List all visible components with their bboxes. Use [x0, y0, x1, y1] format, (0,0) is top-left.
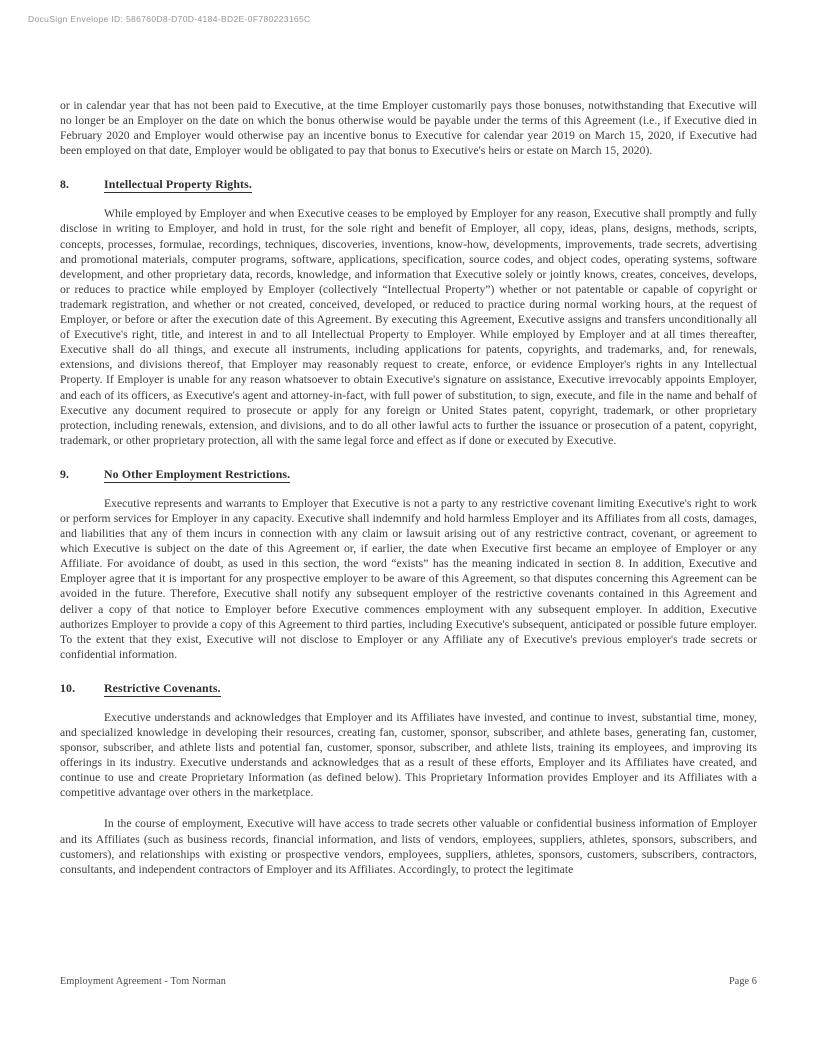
section-10-paragraph-2: In the course of employment, Executive will have access to trade secrets other valuable or confidential business information of Employer and its Affiliates (such as business records, financial information, and lists of vendors, employees, suppliers, athletes, sponsors, subscribers, and customers), and relationships with existing or prospective vendors, employees, suppliers, athletes, sponsors, customers, subscribers, contractors, consultants, and independent contractors of Employer and its Affiliates. Accordingly, to protect the legitimate	[60, 817, 757, 876]
footer-page-number: Page 6	[728, 976, 757, 987]
section-number-9: 9.	[60, 466, 70, 481]
section-10-paragraph-1: Executive understands and acknowledges that Employer and its Affiliates have invested, and continue to invest, substantial time, money, and specialized knowledge in developing their resources, creating fan, customer, sponsor, subscriber, and athlete bases, generating fan, customer, sponsor, subscriber, and athlete lists and potential fan, customer, sponsor, subscriber, and athlete lists, training its employees, and improving its offerings in its industry. Executive understands and acknowledges that as a result of these efforts, Employer and its Affiliates have created, and continue to use and create Proprietary Information (as defined below). This Proprietary Information provides Employer and its Affiliates with a competitive advantage over others in the marketplace.	[60, 710, 757, 800]
section-number-8: 8.	[60, 177, 70, 192]
section-number-10: 10.	[60, 680, 76, 695]
section-title-9: No Other Employment Restrictions.	[104, 466, 291, 481]
section-title-10: Restrictive Covenants.	[104, 680, 221, 695]
section-heading-9	[60, 467, 757, 483]
section-heading-10	[60, 681, 757, 697]
paragraph-bonus-continuation: or in calendar year that has not been paid to Executive, at the time Employer customarily pays those bonuses, notwithstanding that Executive will no longer be an Employer on the date on which the bonus otherwise would be payable under the terms of this Agreement (i.e., if Executive died in February 2020 and Employer would otherwise pay an incentive bonus to Executive for calendar year 2019 on March 15, 2020, if Executive had been employed on that date, Employer would be obligated to pay that bonus to Executive's heirs or estate on March 15, 2020).	[60, 99, 757, 158]
page-footer	[60, 976, 757, 987]
section-heading-8	[60, 177, 757, 193]
footer-document-title: Employment Agreement - Tom Norman	[60, 976, 226, 987]
docusign-envelope-id: DocuSign Envelope ID: 586760D8-D70D-4184-BD2E-0F780223165C	[28, 14, 311, 24]
section-8-paragraph-1: While employed by Employer and when Executive ceases to be employed by Employer for any reason, Executive shall promptly and fully disclose in writing to Employer, and hold in trust, for the sole right and benefit of Employer, all copy, ideas, plans, designs, methods, scripts, concepts, processes, formulae, recordings, techniques, discoveries, inventions, know-how, developments, improvements, trade secrets, advertising and promotional materials, computer programs, software, applications, specification, source codes, and object codes, operating systems, software development, and other proprietary data, records, knowledge, and information that Executive solely or jointly knows, creates, conceives, develops, or reduces to practice while employed by Employer (collectively “Intellectual Property”) whether or not patentable or capable of copyright or trademark registration, and whether or not created, conceived, developed, or reduced to practice during normal working hours, at the request of Employer, or before or after the execution date of this Agreement. By executing this Agreement, Executive assigns and transfers unconditionally all of Executive's right, title, and interest in and to all Intellectual Property to Employer. While employed by Employer and at all times thereafter, Executive shall do all things, and execute all instruments, including applications for patents, copyrights, and trademarks, and, for renewals, extensions, and divisions thereof, that Employer may reasonably request to create, enforce, or evidence Employer's rights in any Intellectual Property. If Employer is unable for any reason whatsoever to obtain Executive's signature on assistance, Executive irrevocably appoints Employer, and each of its officers, as Executive's agent and attorney-in-fact, with full power of substitution, to sign, execute, and file in the name and behalf of Executive any document required to prosecute or apply for any foreign or United States patent, copyright, trademark, or other proprietary protection, including renewals, extension, and divisions, and to do all other lawful acts to further the issuance or prosecution of a patent, copyright, trademark, or other proprietary protection, all with the same legal force and effect as if done or executed by Executive.	[60, 207, 757, 447]
document-body	[60, 98, 757, 877]
section-title-8: Intellectual Property Rights.	[104, 177, 252, 192]
section-9-paragraph-1: Executive represents and warrants to Employer that Executive is not a party to any restrictive covenant limiting Executive's right to work or perform services for Employer in any capacity. Executive shall indemnify and hold harmless Employer and its Affiliates from all costs, damages, and liabilities that any of them incurs in connection with any claim or lawsuit arising out of any restrictive contract, covenant, or agreement to which Executive is subject on the date of this Agreement or, if earlier, the date when Executive first became an employee of Employer or any Affiliate. For avoidance of doubt, as used in this section, the word “exists” has the meaning indicated in section 8. In addition, Executive and Employer agree that it is important for any prospective employer to be aware of this Agreement, so that disputes concerning this Agreement can be avoided in the future. Therefore, Executive shall notify any subsequent employer of the restrictive covenants contained in this Agreement and deliver a copy of that notice to Employer before Executive commences employment with any subsequent employer. In addition, Executive authorizes Employer to provide a copy of this Agreement to third parties, including Executive's subsequent, anticipated or possible future employer. To the extent that they exist, Executive will not disclose to Employer or any Affiliate any of Executive's previous employer's trade secrets or confidential information.	[60, 496, 757, 661]
